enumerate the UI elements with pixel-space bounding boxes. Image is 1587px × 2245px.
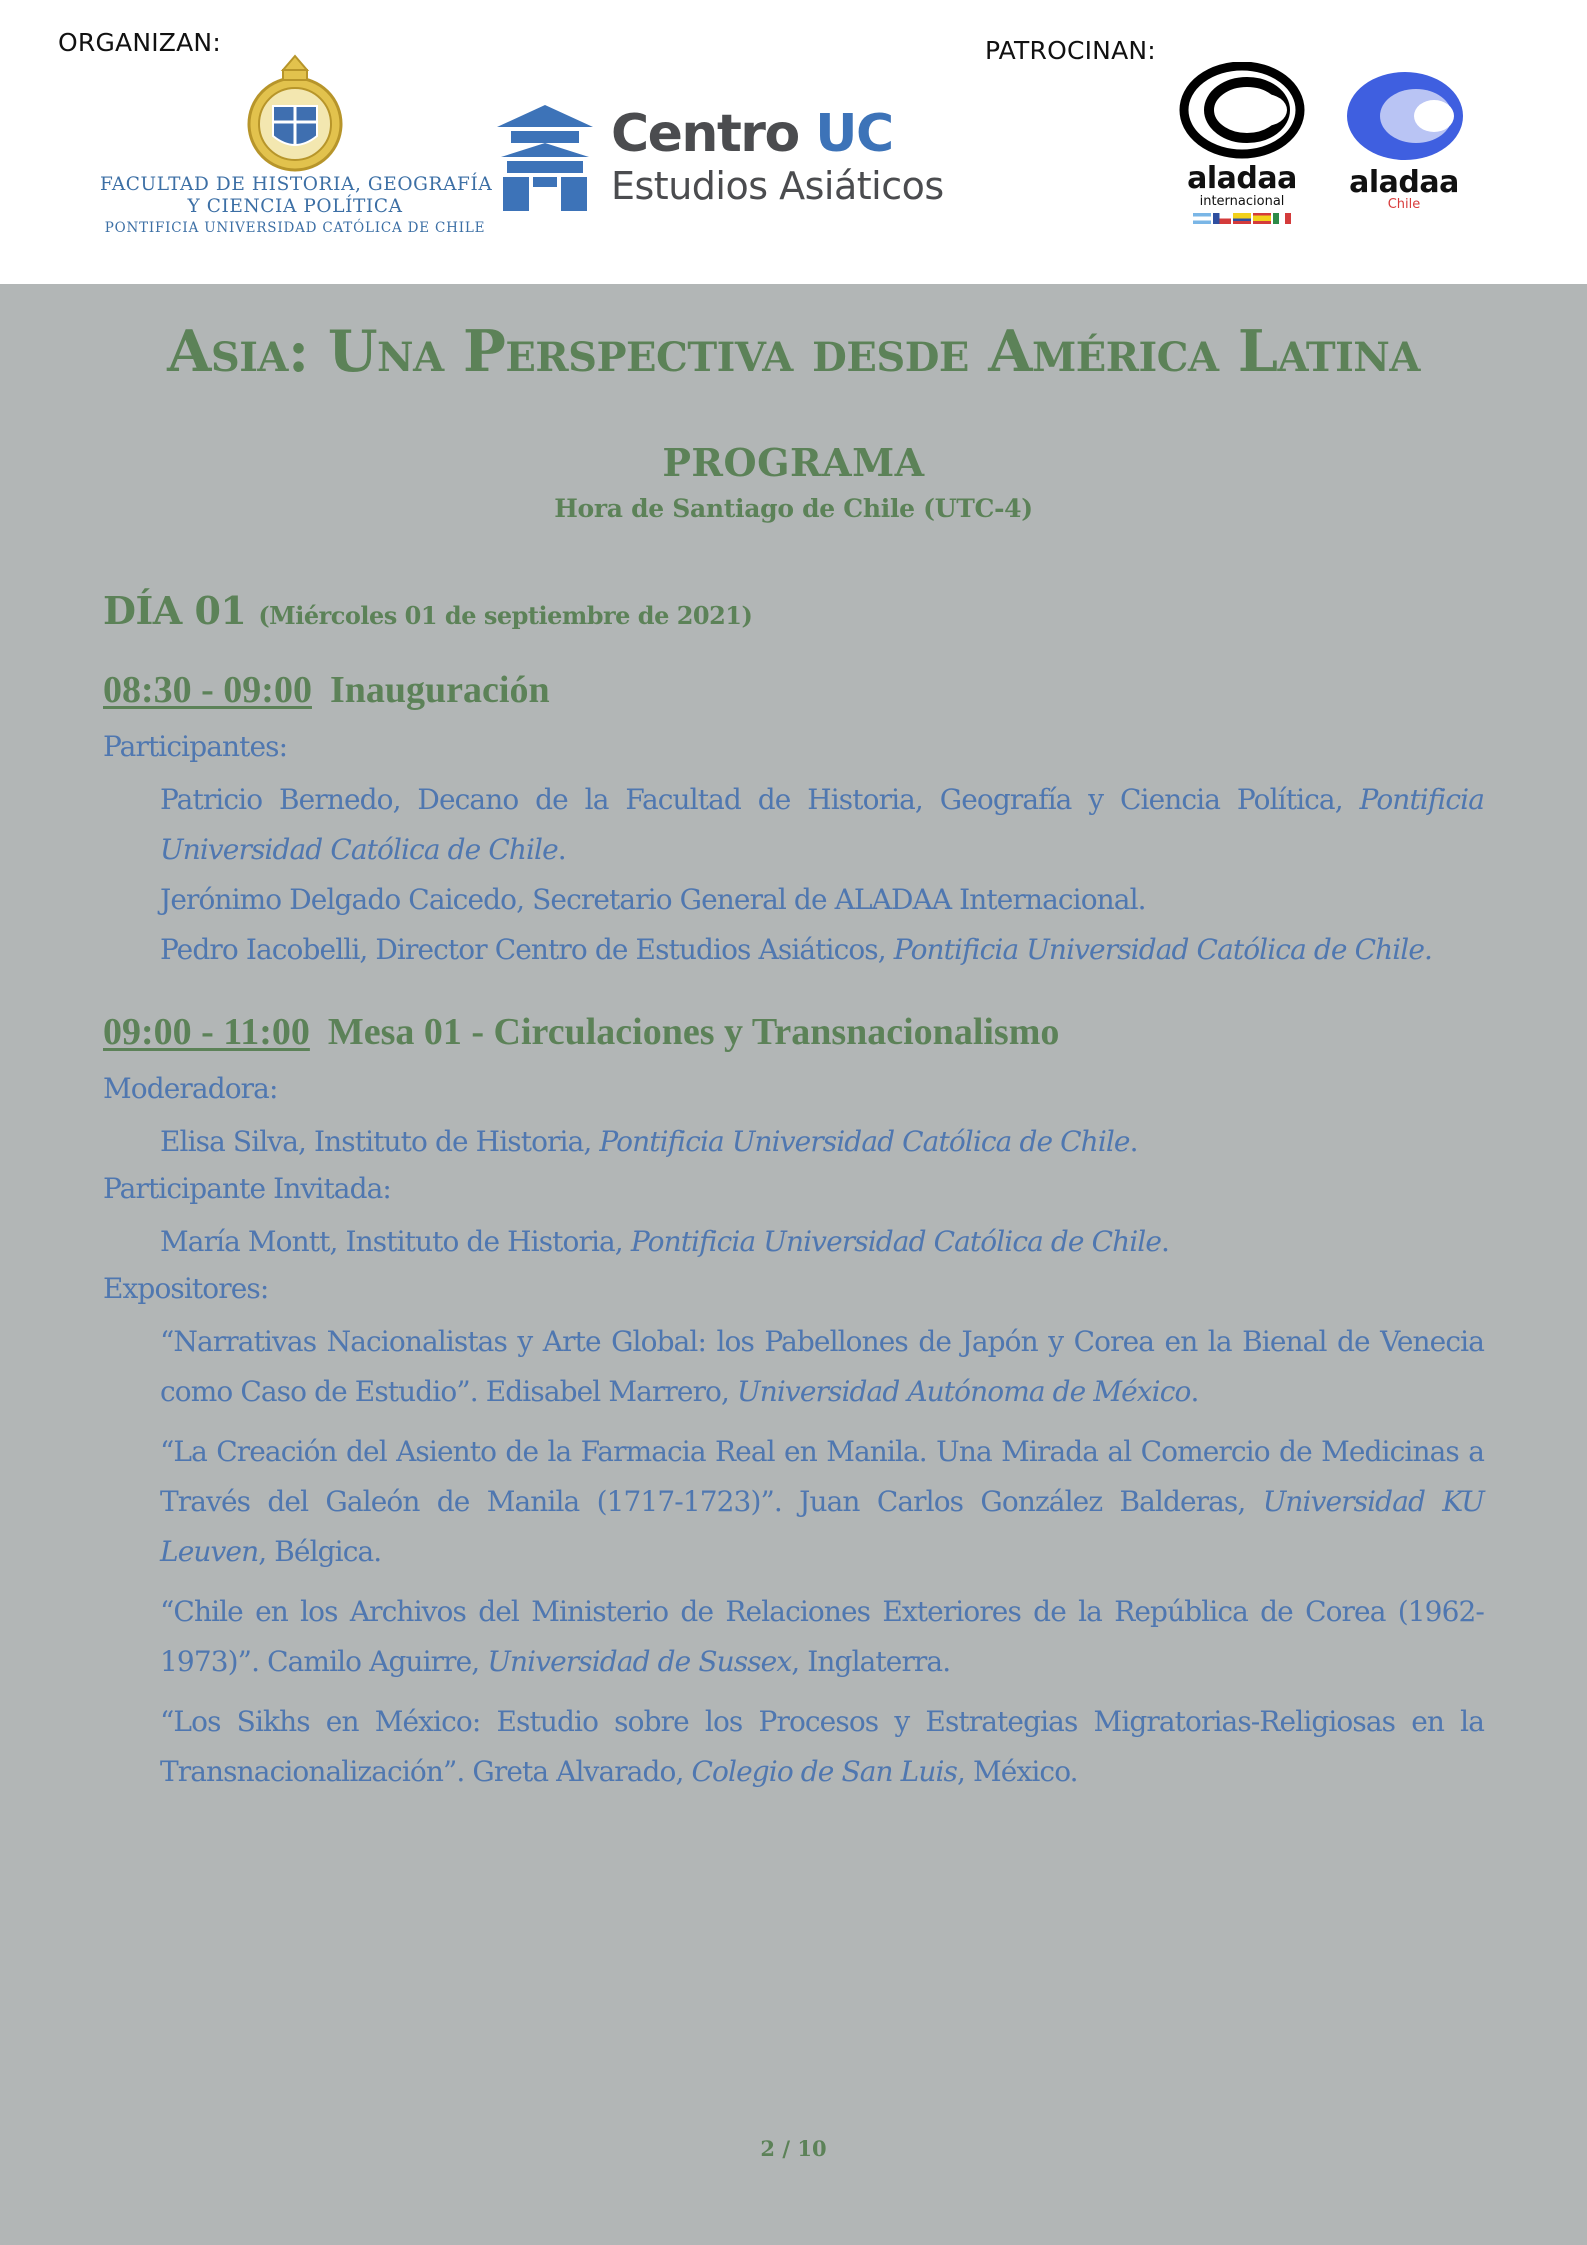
session-1-name: Inauguración [329,669,550,711]
participants-label: Participantes: [103,730,288,763]
faculty-logo-line1: FACULTAD DE HISTORIA, GEOGRAFÍA [100,174,493,195]
aladaa-intl-sub: internacional [1199,194,1285,209]
day-heading [103,588,752,633]
session-1-heading [103,668,550,712]
session-1-time: 08:30 - 09:00 [103,669,312,711]
participant-2: Jerónimo Delgado Caicedo, Secretario General de ALADAA Internacional. [160,883,1146,916]
speaker-3: “Chile en los Archivos del Ministerio de Relaciones Exteriores de la República de Corea (1962-1973)”. Camilo Aguirre, Universidad de Sussex, Inglaterra. [160,1595,1484,1678]
centro-uc-logo [493,103,973,215]
moderator-label: Moderadora: [103,1072,278,1105]
aladaa-chile-word: aladaa [1349,165,1459,200]
flag-colombia-icon [1233,213,1251,224]
aladaa-intl-word: aladaa [1187,161,1297,196]
aladaa-chile-sub: Chile [1387,197,1421,212]
page-number: 2 / 10 [760,2136,827,2161]
day-date: (Miércoles 01 de septiembre de 2021) [258,601,753,630]
organizers-label: ORGANIZAN: [58,28,221,57]
sponsors-label: PATROCINAN: [985,36,1156,65]
pagoda-icon [493,105,597,211]
aladaa-chile-mark-icon [1344,70,1466,164]
faculty-logo [100,50,493,238]
participant-1: Patricio Bernedo, Decano de la Facultad de Historia, Geografía y Ciencia Política, Pontificia Universidad Católica de Chile. [160,783,1484,866]
speakers-label: Expositores: [103,1272,269,1305]
flag-argentina-icon [1193,213,1211,224]
session-2-time: 09:00 - 11:00 [103,1011,310,1053]
aladaa-mark-icon [1179,62,1305,160]
speaker-2: “La Creación del Asiento de la Farmacia Real en Manila. Una Mirada al Comercio de Medicinas a Través del Galeón de Manila (1717-1723)”. Juan Carlos González Balderas, Universidad KU Leuven, Bélgica. [160,1435,1484,1568]
faculty-logo-line2: Y CIENCIA POLÍTICA [187,196,403,217]
flag-spain-icon [1253,213,1271,224]
day-label: DÍA 01 [103,588,247,633]
page-title: Asia: Una Perspectiva desde América Latina [167,318,1420,385]
university-seal-icon [243,50,347,174]
centro-logo-name: Centro UC [611,104,893,164]
aladaa-internacional-logo [1172,62,1312,224]
guest-participant: María Montt, Instituto de Historia, Pontificia Universidad Católica de Chile. [160,1225,1170,1258]
centro-logo-subtitle: Estudios Asiáticos [611,164,944,208]
participant-3: Pedro Iacobelli, Director Centro de Estudios Asiáticos, Pontificia Universidad Católica de Chile. [160,933,1433,966]
aladaa-chile-logo [1344,70,1464,212]
moderator: Elisa Silva, Instituto de Historia, Pontificia Universidad Católica de Chile. [160,1125,1138,1158]
programa-heading: PROGRAMA [662,440,925,485]
header-bar [0,0,1587,284]
timezone-note: Hora de Santiago de Chile (UTC-4) [554,494,1033,523]
speaker-4: “Los Sikhs en México: Estudio sobre los Procesos y Estrategias Migratorias-Religiosas en la Transnacionalización”. Greta Alvarado, Colegio de San Luis, México. [160,1705,1484,1788]
session-2-heading [103,1010,1059,1054]
flag-mexico-icon [1273,213,1291,224]
flags-row [1172,213,1312,224]
session-2-name: Mesa 01 - Circulaciones y Transnacionalismo [327,1011,1060,1053]
flag-chile-icon [1213,213,1231,224]
faculty-logo-line3: PONTIFICIA UNIVERSIDAD CATÓLICA DE CHILE [104,220,486,236]
guest-label: Participante Invitada: [103,1172,391,1205]
speaker-1: “Narrativas Nacionalistas y Arte Global: los Pabellones de Japón y Corea en la Bienal de Venecia como Caso de Estudio”. Edisabel Marrero, Universidad Autónoma de México. [160,1325,1484,1408]
